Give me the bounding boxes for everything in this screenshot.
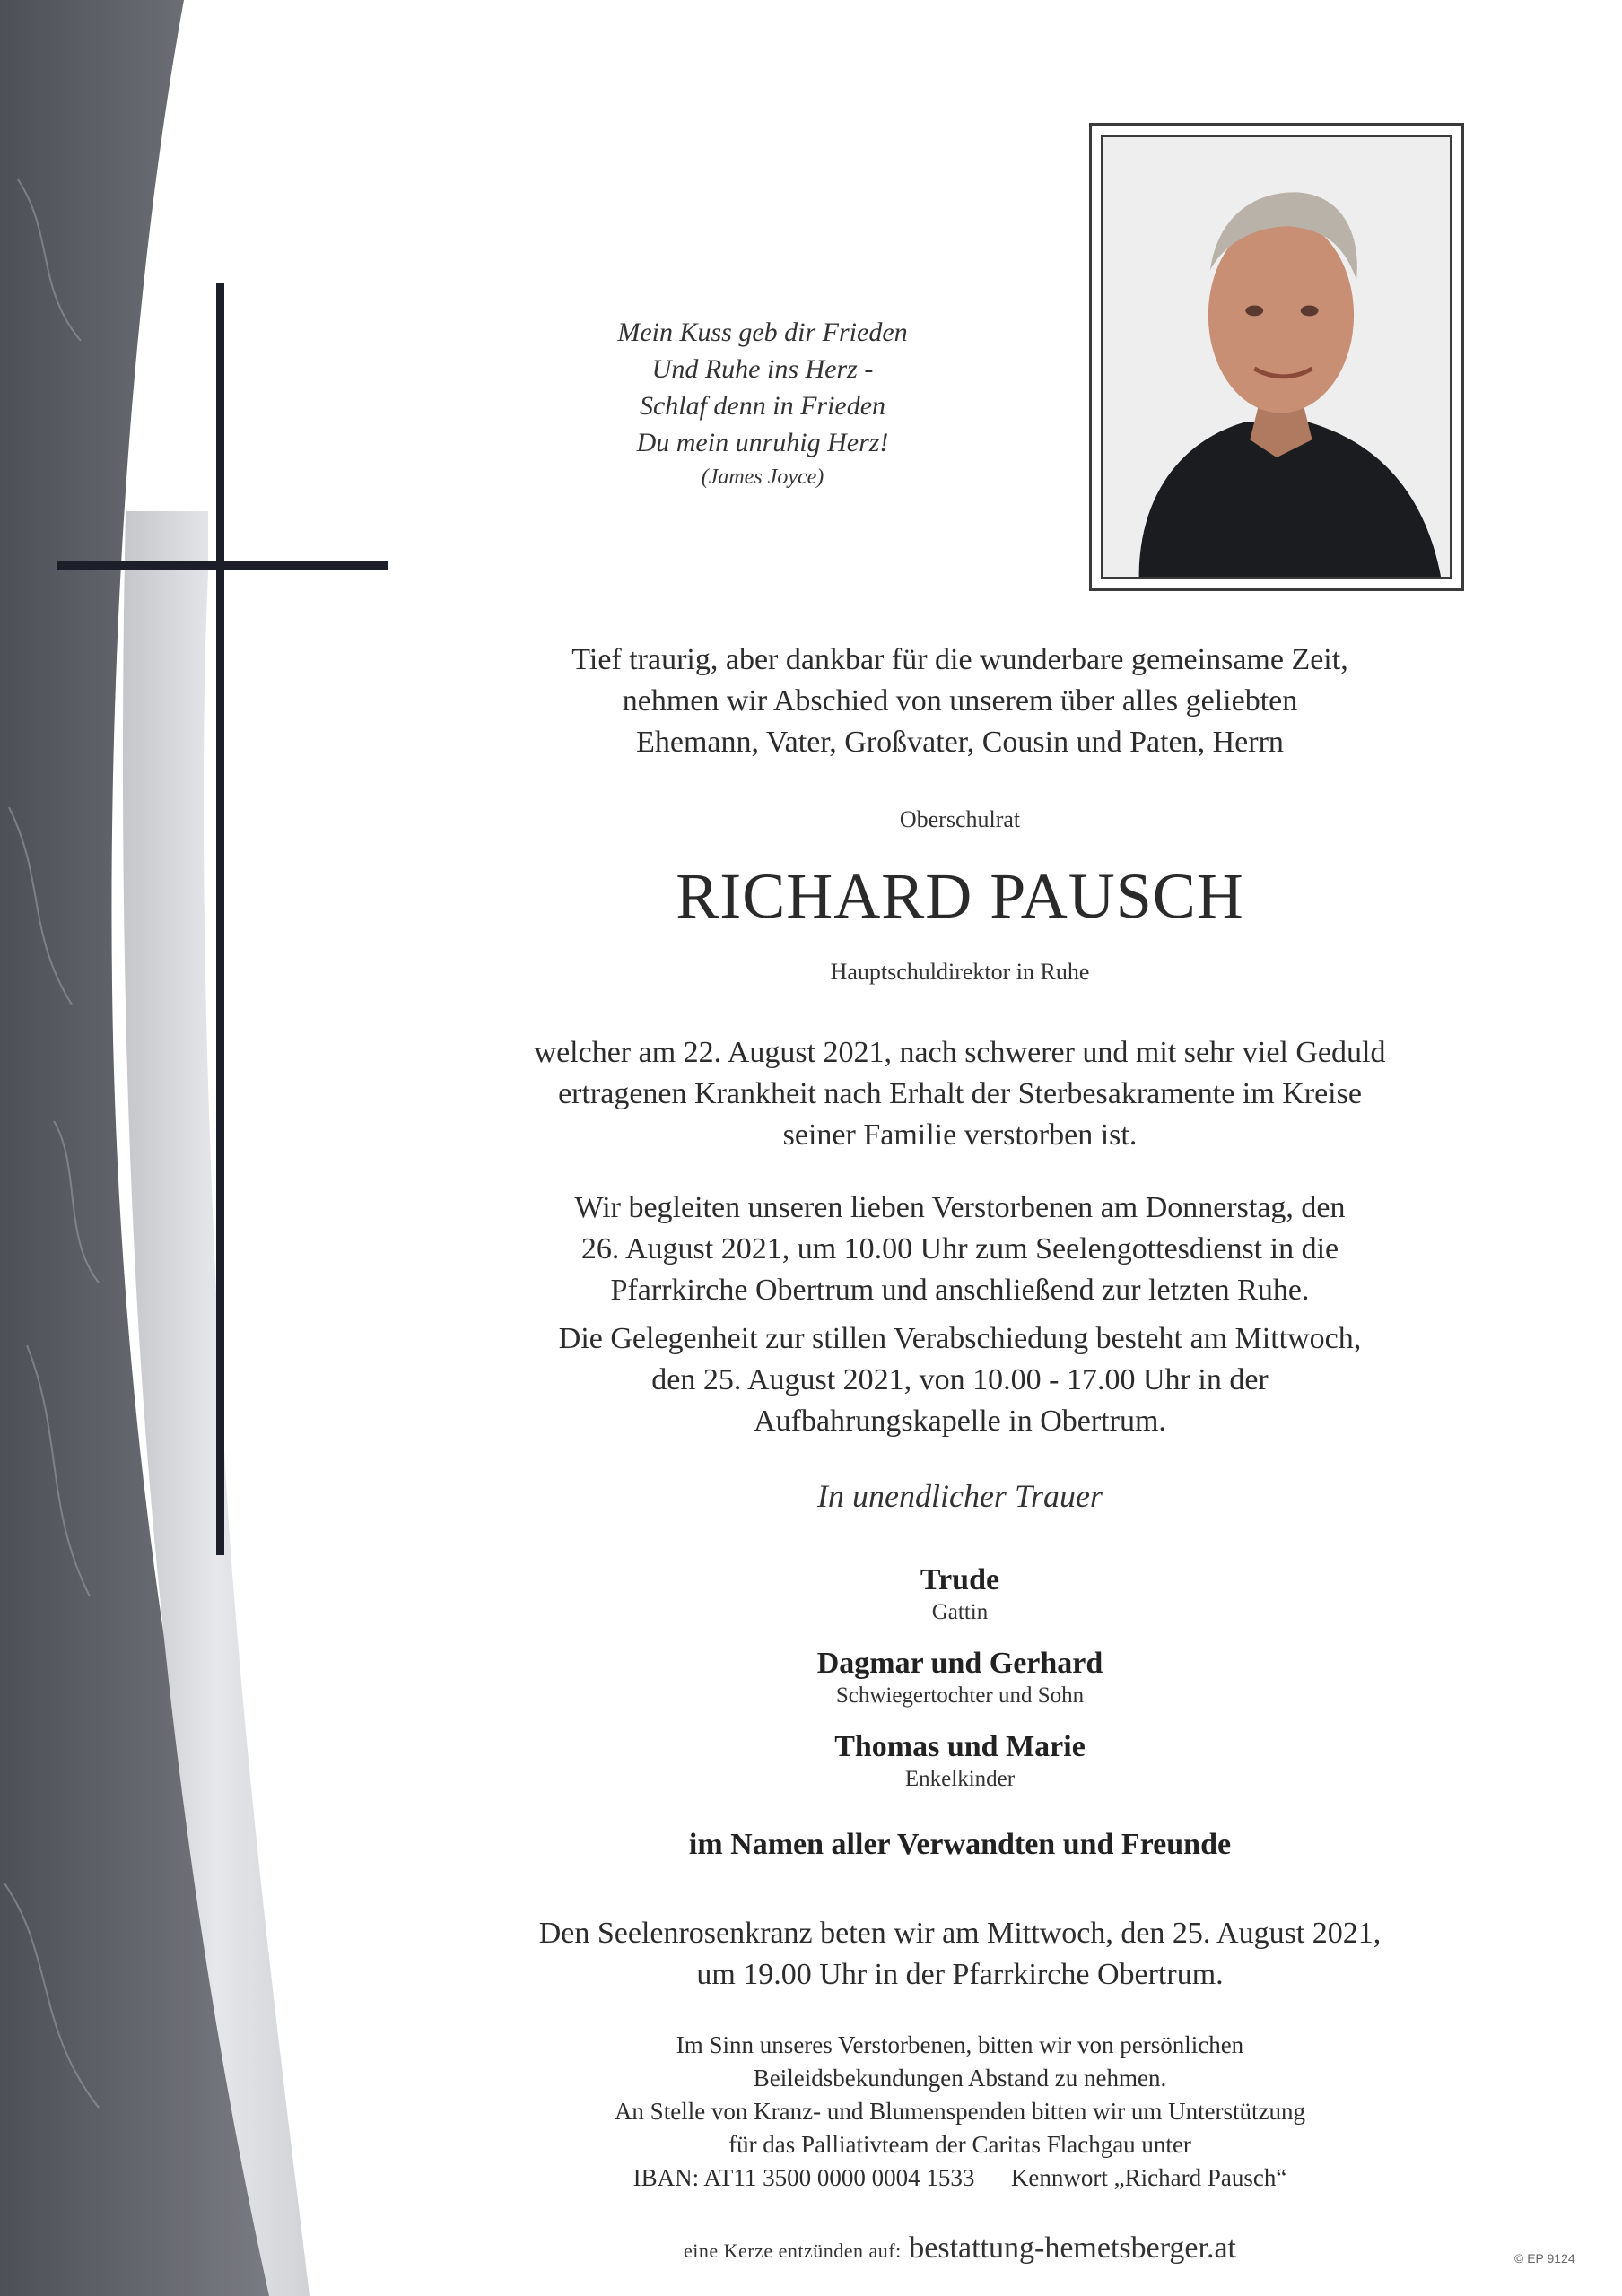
footer-prefix: eine Kerze entzünden auf:: [683, 2239, 902, 2262]
print-code: © EP 9124: [1514, 2251, 1575, 2266]
donation-line: Beileidsbekundungen Abstand zu nehmen.: [753, 2065, 1167, 2092]
donation-line: Im Sinn unseres Verstorbenen, bitten wir von persönlichen: [676, 2031, 1244, 2058]
on-behalf-line: im Namen aller Verwandten und Freunde: [688, 1828, 1232, 1861]
rosary-text: [377, 1913, 1543, 1996]
funeral-line: Wir begleiten unseren lieben Verstorbenen am Donnerstag, den: [574, 1191, 1346, 1224]
family-role: Gattin: [931, 1600, 989, 1624]
funeral-text: [377, 1187, 1543, 1311]
portrait-frame: [1089, 123, 1464, 591]
family-role: Enkelkinder: [904, 1767, 1016, 1791]
intro-line: Ehemann, Vater, Großvater, Cousin und Paten, Herrn: [636, 726, 1284, 759]
family-name: Thomas und Marie: [834, 1730, 1086, 1763]
viewing-line: Aufbahrungskapelle in Obertrum.: [754, 1405, 1166, 1438]
family-role: Schwiegertochter und Sohn: [835, 1683, 1085, 1708]
donation-iban-line: IBAN: AT11 3500 0000 0004 1533 Kennwort „Richard Pausch“: [632, 2164, 1287, 2191]
donation-line: für das Palliativteam der Caritas Flachgau unter: [728, 2131, 1191, 2158]
viewing-line: den 25. August 2021, von 10.00 - 17.00 Uhr in der: [651, 1363, 1269, 1396]
donation-line: An Stelle von Kranz- und Blumenspenden bitten wir um Unterstützung: [614, 2098, 1306, 2125]
deceased-title: Oberschulrat: [899, 806, 1021, 832]
death-text: [377, 1032, 1543, 1156]
family-name: Trude: [920, 1563, 1000, 1596]
intro-text: [377, 639, 1543, 763]
donation-text: [377, 2029, 1543, 2195]
footer-candle-link[interactable]: [377, 2231, 1543, 2266]
portrait-photo-icon: [1103, 137, 1450, 577]
intro-line: nehmen wir Abschied von unserem über alles geliebten: [622, 684, 1298, 718]
poem-line: Mein Kuss geb dir Frieden: [617, 317, 908, 347]
intro-line: Tief traurig, aber dankbar für die wunderbare gemeinsame Zeit,: [571, 643, 1348, 676]
footer-website-link[interactable]: bestattung-hemetsberger.at: [909, 2231, 1237, 2265]
family-name: Dagmar und Gerhard: [816, 1647, 1103, 1680]
viewing-line: Die Gelegenheit zur stillen Verabschiedung besteht am Mittwoch,: [558, 1322, 1362, 1355]
poem-line: Und Ruhe ins Herz -: [651, 354, 874, 384]
viewing-text: [377, 1318, 1543, 1442]
deceased-name: RICHARD PAUSCH: [676, 860, 1244, 932]
family-member: [377, 1562, 1543, 1627]
poem-line: Du mein unruhig Herz!: [636, 428, 889, 457]
rosary-line: um 19.00 Uhr in der Pfarrkirche Obertrum.: [696, 1958, 1224, 1991]
poem-line: Schlaf denn in Frieden: [639, 391, 886, 421]
marble-border-decoration: [0, 0, 359, 2296]
funeral-line: 26. August 2021, um 10.00 Uhr zum Seelengottesdienst in die: [580, 1232, 1339, 1265]
death-line: seiner Familie verstorben ist.: [782, 1118, 1138, 1152]
death-line: ertragenen Krankheit nach Erhalt der Sterbesakramente im Kreise: [558, 1077, 1362, 1110]
mourning-heading: In unendlicher Trauer: [817, 1478, 1103, 1514]
portrait-photo: [1101, 135, 1452, 579]
poem-author: (James Joyce): [701, 465, 824, 489]
deceased-subtitle: Hauptschuldirektor in Ruhe: [830, 959, 1090, 985]
rosary-line: Den Seelenrosenkranz beten wir am Mittwoch, den 25. August 2021,: [538, 1917, 1382, 1950]
cross-horizontal-bar: [57, 561, 388, 570]
poem-quote: [574, 314, 951, 493]
funeral-line: Pfarrkirche Obertrum und anschließend zur letzten Ruhe.: [610, 1274, 1310, 1307]
family-member: [377, 1646, 1543, 1710]
cross-vertical-bar: [216, 283, 224, 1555]
family-member: [377, 1729, 1543, 1794]
death-line: welcher am 22. August 2021, nach schwerer und mit sehr viel Geduld: [534, 1036, 1386, 1069]
